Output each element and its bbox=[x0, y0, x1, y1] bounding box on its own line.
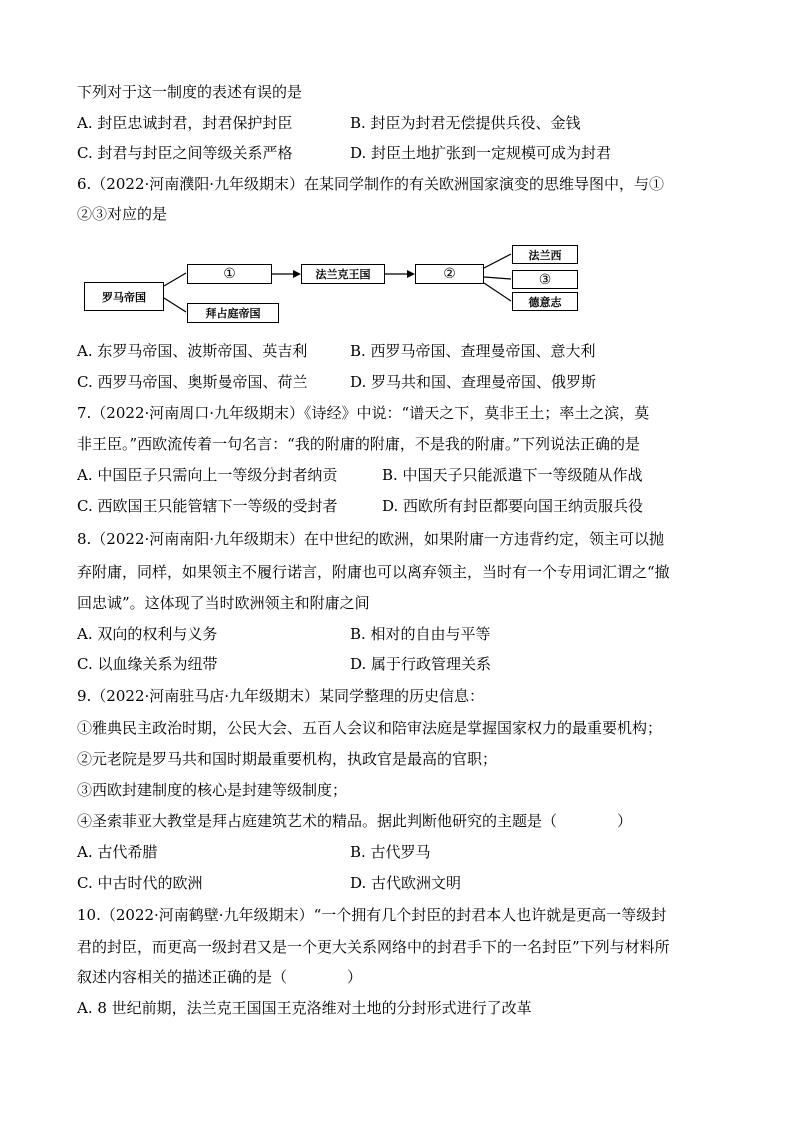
option-b[interactable]: B. 中国天子只能派遣下一等级随从作战 bbox=[382, 466, 643, 484]
question-9-line-5: ④圣索菲亚大教堂是拜占庭建筑艺术的精品。据此判断他研究的主题是（ ） bbox=[77, 812, 633, 830]
option-c[interactable]: C. 以血缘关系为纽带 bbox=[77, 655, 218, 673]
node-france: 法兰西 bbox=[512, 245, 578, 264]
option-a[interactable]: A. 东罗马帝国、波斯帝国、英吉利 bbox=[77, 342, 308, 360]
option-d[interactable]: D. 属于行政管理关系 bbox=[350, 655, 492, 673]
question-7-line-1: 7.（2022·河南周口·九年级期末）《诗经》中说：“谱天之下，莫非王土；率土之滨，莫 bbox=[77, 404, 650, 422]
option-b[interactable]: B. 古代罗马 bbox=[350, 843, 431, 861]
node-germany: 德意志 bbox=[512, 292, 578, 311]
node-byzantine-empire: 拜占庭帝国 bbox=[187, 303, 279, 323]
option-d[interactable]: D. 封臣土地扩张到一定规模可成为封君 bbox=[350, 144, 612, 162]
option-a[interactable]: A. 双向的权利与义务 bbox=[77, 625, 218, 643]
question-6-line-1: 6.（2022·河南濮阳·九年级期末）在某同学制作的有关欧洲国家演变的思维导图中，与① bbox=[77, 175, 665, 193]
question-8-line-1: 8.（2022·河南南阳·九年级期末）在中世纪的欧洲，如果附庸一方违背约定，领主可以抛 bbox=[77, 530, 665, 548]
option-c[interactable]: C. 西欧国王只能管辖下一等级的受封者 bbox=[77, 497, 338, 515]
option-b[interactable]: B. 封臣为封君无偿提供兵役、金钱 bbox=[350, 114, 581, 132]
option-a[interactable]: A. 8 世纪前期，法兰克王国国王克洛维对土地的分封形式进行了改革 bbox=[77, 999, 532, 1017]
question-10-line-3: 叙述内容相关的描述正确的是（ ） bbox=[77, 968, 363, 986]
option-a[interactable]: A. 封臣忠诚封君，封君保护封臣 bbox=[77, 114, 293, 132]
option-d[interactable]: D. 西欧所有封臣都要向国王纳贡服兵役 bbox=[382, 497, 644, 515]
question-8-line-3: 回忠诚”。这体现了当时欧洲领主和附庸之间 bbox=[77, 594, 370, 612]
option-c[interactable]: C. 西罗马帝国、奥斯曼帝国、荷兰 bbox=[77, 373, 308, 391]
node-blank-1: ① bbox=[187, 264, 272, 284]
question-10-line-1: 10.（2022·河南鹤壁·九年级期末）“一个拥有几个封臣的封君本人也许就是更高一等级封 bbox=[77, 906, 667, 924]
option-c[interactable]: C. 中古时代的欧洲 bbox=[77, 874, 203, 892]
option-d[interactable]: D. 罗马共和国、查理曼帝国、俄罗斯 bbox=[350, 373, 597, 391]
option-b[interactable]: B. 西罗马帝国、查理曼帝国、意大利 bbox=[350, 342, 596, 360]
node-roman-empire: 罗马帝国 bbox=[84, 282, 164, 311]
node-frankish-kingdom: 法兰克王国 bbox=[301, 264, 385, 284]
question-9-line-4: ③西欧封建制度的核心是封建等级制度； bbox=[77, 781, 348, 799]
node-blank-2: ② bbox=[415, 264, 484, 284]
question-8-line-2: 弃附庸，同样，如果领主不履行诺言，附庸也可以离弃领主，当时有一个专用词汇谓之“撤 bbox=[77, 563, 670, 581]
question-9-line-2: ①雅典民主政治时期，公民大会、五百人会议和陪审法庭是掌握国家权力的最重要机构； bbox=[77, 719, 663, 737]
option-a[interactable]: A. 中国臣子只需向上一等级分封者纳贡 bbox=[77, 466, 338, 484]
question-9-line-3: ②元老院是罗马共和国时期最重要机构，执政官是最高的官职； bbox=[77, 750, 498, 768]
option-d[interactable]: D. 古代欧洲文明 bbox=[350, 874, 462, 892]
option-b[interactable]: B. 相对的自由与平等 bbox=[350, 625, 491, 643]
option-c[interactable]: C. 封君与封臣之间等级关系严格 bbox=[77, 144, 293, 162]
question-6-line-2: ②③对应的是 bbox=[77, 205, 168, 223]
question-9-line-1: 9.（2022·河南驻马店·九年级期末）某同学整理的历史信息： bbox=[77, 687, 485, 705]
option-a[interactable]: A. 古代希腊 bbox=[77, 843, 158, 861]
question-10-line-2: 君的封臣，而更高一级封君又是一个更大关系网络中的封君手下的一名封臣”下列与材料所 bbox=[77, 938, 670, 956]
question-7-line-2: 非王臣。”西欧流传着一句名言：“我的附庸的附庸，不是我的附庸。”下列说法正确的是 bbox=[77, 435, 641, 453]
question-stem: 下列对于这一制度的表述有误的是 bbox=[77, 83, 303, 101]
node-blank-3: ③ bbox=[512, 270, 578, 289]
